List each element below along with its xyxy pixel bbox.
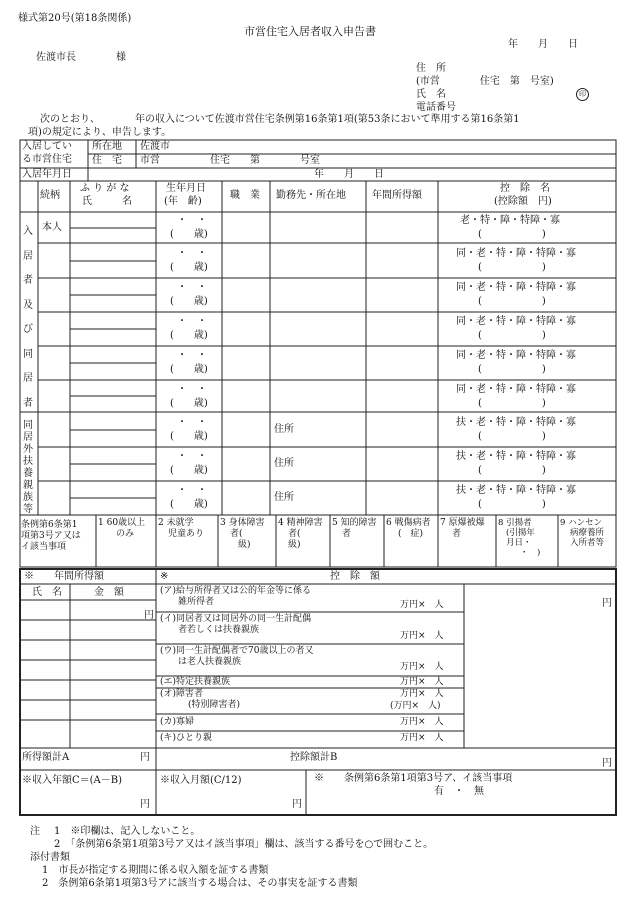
article-item-6[interactable]: [386, 518, 431, 540]
dependent-char: 居: [23, 432, 33, 443]
deduction-options[interactable]: 同・老・特・障・特障・寡: [456, 384, 576, 395]
total-income-label: 所得額計A: [22, 752, 70, 763]
col-deduction-amount: (控除額 円): [494, 196, 552, 207]
dependent-char: 扶: [23, 456, 33, 467]
col-workplace: 勤務先・所在地: [276, 190, 346, 201]
article-item-5[interactable]: [332, 518, 377, 540]
deduction-e-unit[interactable]: 万円× 人: [400, 677, 444, 687]
article-label-line: 項第3号ア又は: [21, 531, 81, 541]
total-deduction-label: 控除額計B: [290, 752, 338, 763]
col-relation: 続柄: [40, 190, 60, 201]
article-label-line: イ該当事項: [21, 542, 67, 552]
occupant-char: 同: [23, 348, 33, 360]
house-label: 住 宅: [92, 155, 122, 166]
deduction-ki: (キ)ひとり親: [160, 733, 213, 743]
article-item-line: 者: [342, 529, 352, 539]
article-item-line: のみ: [116, 529, 135, 539]
birth-dots[interactable]: ・ ・: [177, 485, 207, 496]
article-item-line: 者(: [288, 529, 301, 539]
location-value[interactable]: 佐渡市: [140, 141, 170, 152]
dependent-address[interactable]: 住所: [274, 492, 294, 503]
age-field[interactable]: ( 歳): [170, 499, 208, 510]
article-item-line: 7 原爆被爆: [440, 518, 485, 528]
age-field[interactable]: ( 歳): [170, 465, 208, 476]
deduction-o: [160, 689, 240, 711]
article-item-line: 入所者等: [570, 538, 605, 548]
seal-icon: [576, 88, 589, 101]
office-name-col: 氏 名: [32, 587, 62, 598]
deduction-amount[interactable]: ( ): [478, 330, 546, 341]
article-item-line: 2 未就学: [158, 518, 194, 528]
article-item-line: 9 ハンセン: [560, 518, 603, 528]
form-number: 様式第20号(第18条関係): [18, 13, 132, 24]
form-title: 市営住宅入居者収入申告書: [244, 25, 376, 38]
article-item-line: 月日・: [506, 538, 532, 548]
annual-c-yen: 円: [140, 799, 150, 810]
office-deduction-header: 控 除 額: [330, 571, 380, 582]
occupant-char: 者: [23, 275, 33, 286]
notes-label: 注: [30, 826, 40, 837]
article-item-7[interactable]: [440, 518, 485, 540]
article-label-line: 条例第6条第1: [21, 520, 78, 530]
deduction-u: [160, 646, 313, 668]
deduction-e: (エ)特定扶養親族: [160, 677, 231, 687]
intro-line-1: 次のとおり、 年の収入について佐渡市営住宅条例第16条第1項(第53条において準用する第16条第1: [40, 114, 520, 125]
dependent-char: 等: [23, 504, 33, 515]
note-2: 2 「条例第6条第1項第3号ア又はイ該当事項」欄は、該当する番号を○で囲むこと。: [54, 839, 434, 850]
deduction-a: [160, 586, 311, 608]
addressee: 佐渡市長 様: [36, 52, 126, 63]
age-field[interactable]: ( 歳): [170, 364, 208, 375]
deduction-o-line: (オ)障害者: [160, 689, 204, 699]
office-deduction-yen: 円: [602, 598, 612, 609]
monthly-yen: 円: [292, 799, 302, 810]
dependent-address[interactable]: 住所: [274, 424, 294, 435]
move-in-label: 入居年月日: [22, 169, 72, 180]
col-birth: 生年月日: [166, 183, 206, 194]
dependent-vertical-label: [23, 420, 33, 516]
birth-dots[interactable]: ・ ・: [177, 384, 207, 395]
article-item-line: 級): [238, 540, 251, 550]
intro-line-2: 項)の規定により、申告します。: [28, 127, 172, 138]
article-item-line: 級): [288, 540, 301, 550]
deduction-options[interactable]: 同・老・特・障・特障・寡: [456, 350, 576, 361]
dependent-char: 親: [23, 480, 33, 491]
article-item-line: 1 60歳以上: [98, 518, 146, 528]
age-field[interactable]: ( 歳): [170, 229, 208, 240]
deduction-u-line: (ウ)同一生計配偶者で70歳以上の者又: [160, 646, 314, 656]
col-job: 職 業: [230, 190, 260, 201]
deduction-options[interactable]: 同・老・特・障・特障・寡: [456, 248, 576, 259]
article-check-label: ※ 条例第6条第1項第3号ア、イ該当事項: [314, 773, 513, 784]
deduction-options[interactable]: 同・老・特・障・特障・寡: [456, 282, 576, 293]
birth-dots[interactable]: ・ ・: [177, 350, 207, 361]
article-item-line: (引揚年: [506, 528, 535, 538]
office-annual-income-header: ※ 年間所得額: [24, 571, 104, 582]
deduction-options[interactable]: 扶・老・特・障・特障・寡: [456, 417, 576, 428]
deduction-amount[interactable]: ( ): [478, 364, 546, 375]
article-item-line: 病療養所: [570, 528, 605, 538]
deduction-a-line: (ア)給与所得者又は公的年金等に係る: [160, 586, 312, 596]
deduction-amount[interactable]: ( ): [478, 465, 546, 476]
occupant-char: 居: [23, 250, 33, 262]
occupant-char: 居: [23, 373, 33, 384]
total-deduction-yen: 円: [602, 758, 612, 769]
deduction-options[interactable]: 同・老・特・障・特障・寡: [456, 316, 576, 327]
col-name: 氏 名: [82, 196, 132, 207]
annual-c-label: ※収入年額C＝(A－B): [22, 775, 123, 786]
attachment-1: 1 市長が指定する期間に係る収入額を証する書類: [42, 865, 269, 876]
article-item-line: 6 戦傷病者: [386, 518, 431, 528]
deduction-a-line: 雑所得者: [178, 597, 215, 607]
deduction-ki-unit[interactable]: 万円× 人: [400, 733, 444, 743]
col-income: 年間所得額: [372, 190, 422, 201]
location-label: 所在地: [92, 141, 122, 152]
total-income-yen: 円: [140, 752, 150, 763]
article-label: [21, 520, 81, 553]
age-field[interactable]: ( 歳): [170, 296, 208, 307]
deduction-amount[interactable]: ( ): [478, 431, 546, 442]
self-label: 本人: [42, 222, 62, 233]
residence-label-2: る市営住宅: [22, 154, 72, 165]
address-value[interactable]: (市営 住宅 第 号室): [416, 76, 554, 87]
dependent-char: 族: [23, 492, 33, 503]
deduction-options[interactable]: 扶・老・特・障・特障・寡: [456, 451, 576, 462]
dependent-char: 外: [23, 444, 33, 455]
occupant-char: び: [23, 324, 33, 335]
office-deduction-mark: ※: [160, 571, 169, 582]
deduction-i-unit[interactable]: 万円× 人: [400, 631, 444, 641]
address-label: 住 所: [416, 63, 446, 74]
article-item-line: 者: [452, 529, 462, 539]
phone-label: 電話番号: [416, 102, 456, 113]
deduction-i-line: (イ)同居者又は同居外の同一生計配偶: [160, 614, 312, 624]
date-line[interactable]: 年 月 日: [508, 39, 578, 50]
deduction-u-line: は老人扶養親族: [178, 657, 242, 667]
article-item-line: 児童あり: [168, 529, 205, 539]
deduction-amount[interactable]: ( ): [478, 296, 546, 307]
note-1: 1 ※印欄は、記入しないこと。: [54, 826, 201, 837]
col-deduction: 控 除 名: [500, 183, 550, 194]
occupant-char: 入: [23, 226, 33, 237]
occupant-char: 及: [23, 299, 33, 311]
article-item-line: 者(: [230, 529, 243, 539]
birth-dots[interactable]: ・ ・: [177, 282, 207, 293]
dependent-char: 同: [23, 420, 33, 431]
col-furigana: ふ り が な: [80, 183, 130, 194]
office-yen-unit: 円: [144, 610, 154, 621]
birth-dots[interactable]: ・ ・: [177, 215, 207, 226]
deduction-ka-unit[interactable]: 万円× 人: [400, 717, 444, 727]
article-item-8[interactable]: [498, 518, 540, 558]
house-value[interactable]: 市営 住宅 第 号室: [140, 155, 320, 166]
deduction-o-unit[interactable]: 万円× 人: [400, 689, 444, 699]
attachment-2: 2 条例第6条第1項第3号アに該当する場合は、その事実を証する書類: [42, 878, 358, 889]
birth-dots[interactable]: ・ ・: [177, 316, 207, 327]
move-in-value[interactable]: 年 月 日: [314, 169, 384, 180]
deduction-o-special-unit[interactable]: (万円× 人): [390, 701, 441, 711]
deduction-amount[interactable]: ( ): [478, 229, 546, 240]
article-item-line: 4 精神障害: [278, 518, 323, 528]
deduction-a-unit[interactable]: 万円× 人: [400, 600, 444, 610]
deduction-i: [160, 614, 311, 636]
article-item-9[interactable]: [560, 518, 604, 548]
article-check-yes-no[interactable]: 有 ・ 無: [434, 786, 484, 797]
residence-label-1: 入居してい: [22, 141, 72, 152]
office-amount-col: 金 額: [94, 587, 124, 598]
attachments-label: 添付書類: [30, 852, 70, 863]
age-field[interactable]: ( 歳): [170, 330, 208, 341]
article-item-line: 5 知的障害: [332, 518, 377, 528]
deduction-i-line: 者若しくは扶養親族: [178, 625, 260, 635]
birth-dots[interactable]: ・ ・: [177, 248, 207, 259]
age-field[interactable]: ( 歳): [170, 431, 208, 442]
birth-dots[interactable]: ・ ・: [177, 451, 207, 462]
dependent-address[interactable]: 住所: [274, 458, 294, 469]
occupant-vertical-label: [23, 220, 33, 416]
article-item-line: ・ ): [520, 548, 541, 558]
article-item-2[interactable]: [158, 518, 204, 540]
deduction-options[interactable]: 扶・老・特・障・特障・寡: [456, 485, 576, 496]
deduction-options[interactable]: 老・特・障・特障・寡: [460, 215, 560, 226]
deduction-amount[interactable]: ( ): [478, 499, 546, 510]
occupant-char: 者: [23, 397, 33, 409]
deduction-amount[interactable]: ( ): [478, 398, 546, 409]
age-field[interactable]: ( 歳): [170, 398, 208, 409]
article-item-1[interactable]: [98, 518, 145, 540]
dependent-char: 養: [23, 468, 33, 479]
deduction-ka: (カ)寡婦: [160, 717, 195, 727]
age-field[interactable]: ( 歳): [170, 262, 208, 273]
article-item-3[interactable]: [220, 518, 265, 551]
deduction-o-line: (特別障害者): [188, 700, 241, 710]
article-item-line: 3 身体障害: [220, 518, 265, 528]
birth-dots[interactable]: ・ ・: [177, 417, 207, 428]
seal-label: 印: [579, 90, 586, 98]
name-label: 氏 名: [416, 89, 446, 100]
article-item-line: 8 引揚者: [498, 518, 532, 528]
deduction-amount[interactable]: ( ): [478, 262, 546, 273]
article-item-line: ( 症): [398, 529, 424, 539]
col-age: (年 齢): [164, 196, 202, 207]
article-item-4[interactable]: [278, 518, 323, 551]
deduction-u-unit[interactable]: 万円× 人: [400, 662, 444, 672]
monthly-label: ※収入月額(C/12): [160, 775, 242, 786]
